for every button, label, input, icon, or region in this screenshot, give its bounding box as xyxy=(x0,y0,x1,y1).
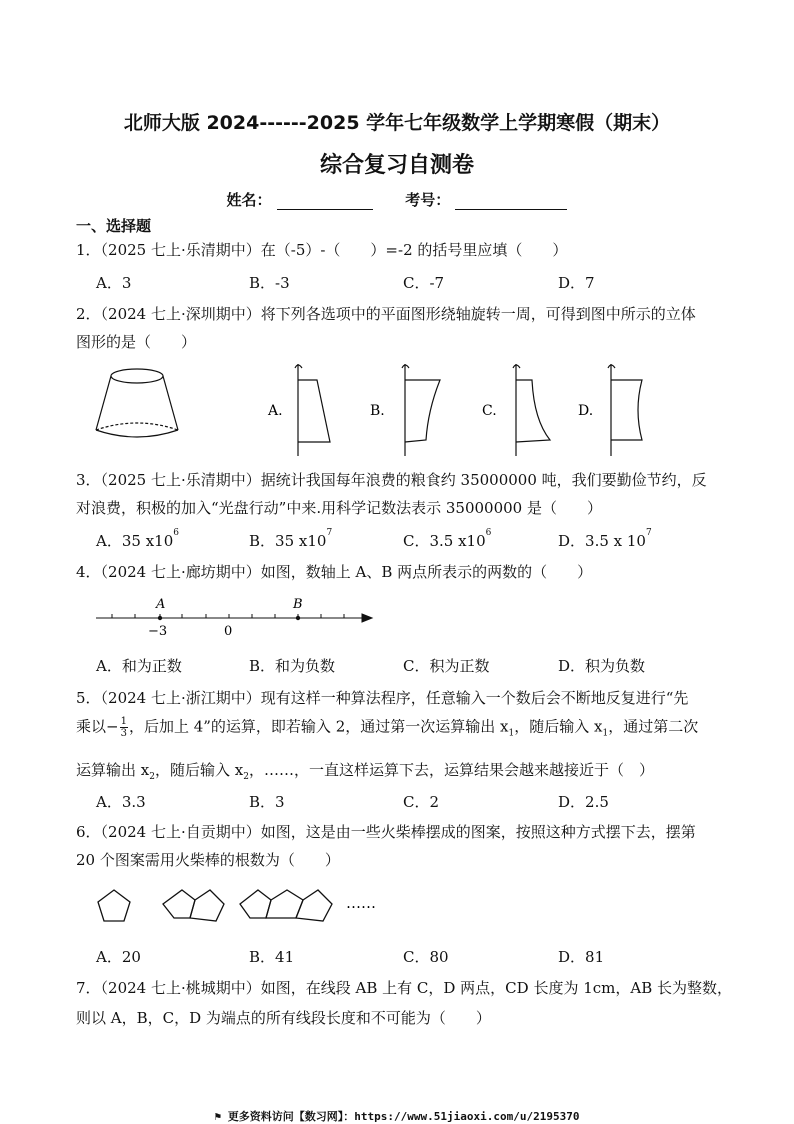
document-title: 北师大版 2024------2025 学年七年级数学上学期寒假（期末） xyxy=(123,112,671,134)
q6-matchstick-figures xyxy=(90,878,410,938)
q4-option-c: C．积为正数 xyxy=(403,657,490,675)
q1-option-c: C．-7 xyxy=(403,274,445,292)
continuation-dots: …… xyxy=(346,894,376,912)
q6-option-d: D．81 xyxy=(558,948,605,966)
pentagon-figure-2 xyxy=(163,890,224,921)
tick-label-zero: 0 xyxy=(224,624,233,639)
q6-line1: 6．（2024 七上·自贡期中）如图，这是由一些火柴棒摆成的图案，按照这种方式摆下去，摆第 xyxy=(76,823,696,841)
q5-option-a: A．3.3 xyxy=(96,793,146,811)
point-a xyxy=(158,616,162,620)
q2-option-a-label: A. xyxy=(268,403,283,419)
pentagon-figure-3 xyxy=(240,890,332,921)
q3-option-d: D．3.5 x $10^7$ xyxy=(558,528,652,550)
q2-option-b-label: B. xyxy=(370,403,385,419)
frustum-figure xyxy=(96,369,178,437)
q5-option-c: C．2 xyxy=(403,793,440,811)
q5-line1: 5．（2024 七上·浙江期中）现有这样一种算法程序，任意输入一个数后会不断地反复进行“先 xyxy=(76,689,689,707)
point-b xyxy=(296,616,300,620)
name-blank[interactable] xyxy=(277,195,373,210)
q1-option-d: D．7 xyxy=(558,274,595,292)
id-label: 考号： xyxy=(405,191,451,209)
q2-figure-d xyxy=(608,364,642,456)
q7-line1: 7．（2024 七上·桃城期中）如图，在线段 AB 上有 C，D 两点，CD 长度为 1cm，AB 长为整数， xyxy=(76,979,733,997)
q3-option-c: C．3.5 $x10^6$ xyxy=(403,528,492,550)
q1-option-b: B．-3 xyxy=(249,274,290,292)
document-subtitle: 综合复习自测卷 xyxy=(319,153,474,178)
q6-option-a: A．20 xyxy=(96,948,141,966)
fraction-one-third: $\frac{1}{3}$ xyxy=(120,716,127,739)
q7-line2: 则以 A，B，C，D 为端点的所有线段长度和不可能为（ ） xyxy=(76,1009,491,1027)
q6-option-c: C．80 xyxy=(403,948,449,966)
point-a-label: A xyxy=(156,597,166,612)
q2-figure-b xyxy=(402,364,440,456)
q2-figure-a xyxy=(295,364,330,456)
q5-line2: 乘以− $\frac{1}{3}$ ，后加上 4”的运算，即若输入 2，通过第一次运算输出 $x_1$，随后输入 $x_1$，通过第二次 xyxy=(76,716,699,739)
q3-line1: 3．（2025 七上·乐清期中）据统计我国每年浪费的粮食约 35000000 吨，我们要勤俭节约，反 xyxy=(76,471,707,489)
q4-number-line xyxy=(90,592,380,642)
id-blank[interactable] xyxy=(455,195,567,210)
q2-line1: 2．（2024 七上·深圳期中）将下列各选项中的平面图形绕轴旋转一周，可得到图中所示的立体 xyxy=(76,305,696,323)
q4-option-d: D．积为负数 xyxy=(558,657,646,675)
q5-option-d: D．2.5 xyxy=(558,793,609,811)
q2-figure-c xyxy=(513,364,550,456)
footer-link[interactable]: ⚑ 更多资料访问【数习网】：https://www.51jiaoxi.com/u/2195370 xyxy=(214,1110,580,1123)
student-info-line xyxy=(0,189,794,210)
q3-option-b: B．35 $x10^7$ xyxy=(249,528,333,550)
flag-icon: ⚑ xyxy=(214,1110,228,1123)
q5-option-b: B．3 xyxy=(249,793,285,811)
q3-option-a: A．35 $x10^6$ xyxy=(96,528,179,550)
q1-option-a: A．3 xyxy=(96,274,132,292)
pentagon-figure-1 xyxy=(98,890,130,921)
q5-line3: 运算输出 $x_2$，随后输入 $x_2$，……，一直这样运算下去，运算结果会越来越接近于（ ） xyxy=(76,761,654,782)
q6-line2: 20 个图案需用火柴棒的根数为（ ） xyxy=(76,851,340,869)
q6-option-b: B．41 xyxy=(249,948,295,966)
tick-label-minus3: −3 xyxy=(148,624,168,639)
q1-text: 1．（2025 七上·乐清期中）在（-5）-（ ）=-2 的括号里应填（ ） xyxy=(76,241,568,259)
q2-figures xyxy=(76,360,676,460)
section-title: 一、选择题 xyxy=(76,217,152,235)
q2-line2: 图形的是（ ） xyxy=(76,333,197,351)
q4-text: 4．（2024 七上·廊坊期中）如图，数轴上 A、B 两点所表示的两数的（ ） xyxy=(76,563,593,581)
q4-option-b: B．和为负数 xyxy=(249,657,336,675)
q3-line2: 对浪费，积极的加入“光盘行动”中来.用科学记数法表示 35000000 是（ ） xyxy=(76,499,602,517)
q2-option-d-label: D. xyxy=(578,403,594,419)
point-b-label: B xyxy=(293,597,303,612)
q4-option-a: A．和为正数 xyxy=(96,657,182,675)
q2-option-c-label: C. xyxy=(482,403,497,419)
name-label: 姓名： xyxy=(226,191,272,209)
